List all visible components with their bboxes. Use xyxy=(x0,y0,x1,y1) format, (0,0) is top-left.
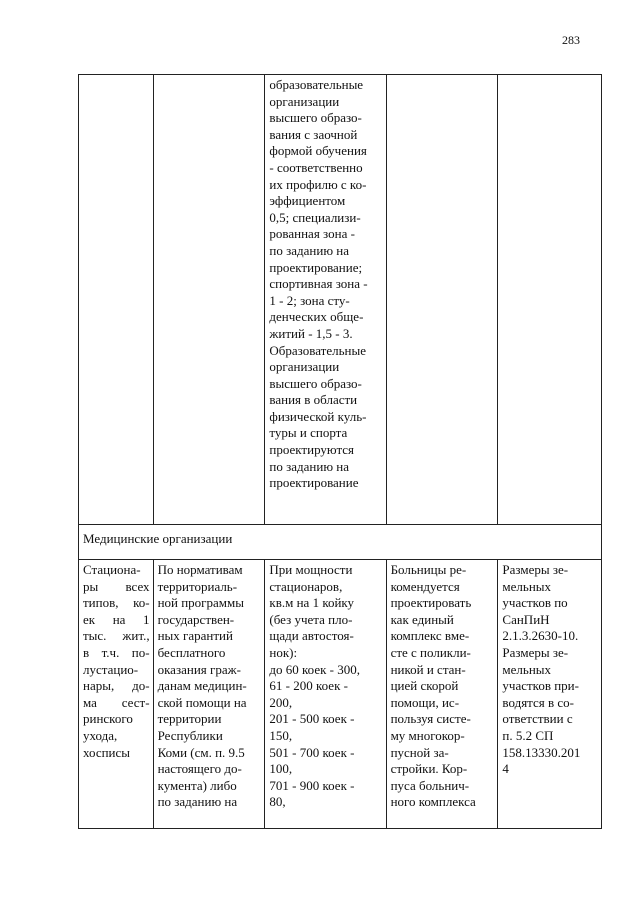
section-header-row xyxy=(79,525,602,560)
facility-type-line: ры всех xyxy=(83,578,150,594)
page-number: 283 xyxy=(562,33,580,47)
facility-type-line: ек на 1 xyxy=(83,611,150,627)
facility-type-line: ма сест- xyxy=(83,694,150,710)
table-row-hospitals xyxy=(79,560,602,829)
table-row-continued xyxy=(79,75,602,525)
table-cell-empty xyxy=(79,75,154,525)
facility-type-line: хосписы xyxy=(83,744,131,760)
table-cell-empty xyxy=(498,75,602,525)
facility-type-line: ухода, xyxy=(83,727,118,743)
facility-type-line: в т.ч. по- xyxy=(83,644,150,660)
facility-type-text xyxy=(83,562,150,761)
cell-text: При мощности стационаров, кв.м на 1 койку (без учета пло- щади автостоя- нок): до 60 коек - 300, 61 - 200 коек - 200, 201 - 500 коек - 150, 501 - 700 коек - 100, 701 - 900 коек - 80, xyxy=(269,562,360,810)
table-cell-land-norms-continued xyxy=(265,75,386,525)
table-cell-facility-type xyxy=(79,560,154,829)
cell-text: Больницы ре- комендуется проектировать как единый комплекс вме- сте с поликли- никой и стан- цией скорой помощи, ис- пользуя систе- му многокор- пусной за- стройки. Кор- пуса больнич- ного комплекса xyxy=(390,562,476,810)
section-header-medical: Медицинские организации xyxy=(79,525,602,560)
table-cell-empty xyxy=(386,75,498,525)
cell-text: Размеры зе- мельных участков по СанПиН 2.1.3.2630-10. Размеры зе- мельных участков при- водятся в со- ответствии с п. 5.2 СП 158.13330.201 4 xyxy=(502,562,581,777)
facility-type-line: типов, ко- xyxy=(83,595,150,611)
table-cell-land-area xyxy=(265,560,386,829)
facility-type-line: Стациона- xyxy=(83,562,141,577)
table-cell-recommendation xyxy=(386,560,498,829)
table-cell-reference xyxy=(498,560,602,829)
facility-type-line: тыс. жит., xyxy=(83,628,150,644)
facility-type-line: ринского xyxy=(83,711,133,727)
cell-text: По нормативам территориаль- ной программы государствен- ных гарантий бесплатного оказания граж- данам медицин- ской помощи на территории Республики Коми (см. п. 9.5 настоящего до- кумента) либо по заданию на xyxy=(157,562,247,810)
cell-text: образовательные организации высшего образо- вания с заочной формой обучения - соответственно их профилю с ко- эффициентом 0,5; специализи- рованная зона - по заданию на проектирование; спортивная зона - 1 - 2; зона сту- денческих обще- житий - 1,5 - 3. Образовательные организации высшего образо- вания в области физической куль- туры и спорта проектируются по заданию на проектирование xyxy=(269,77,368,491)
regulation-table xyxy=(78,74,602,829)
table-cell-empty xyxy=(153,75,265,525)
facility-type-line: лустацио- xyxy=(83,661,139,677)
facility-type-line: нары, до- xyxy=(83,678,150,694)
table-cell-capacity-norm xyxy=(153,560,265,829)
